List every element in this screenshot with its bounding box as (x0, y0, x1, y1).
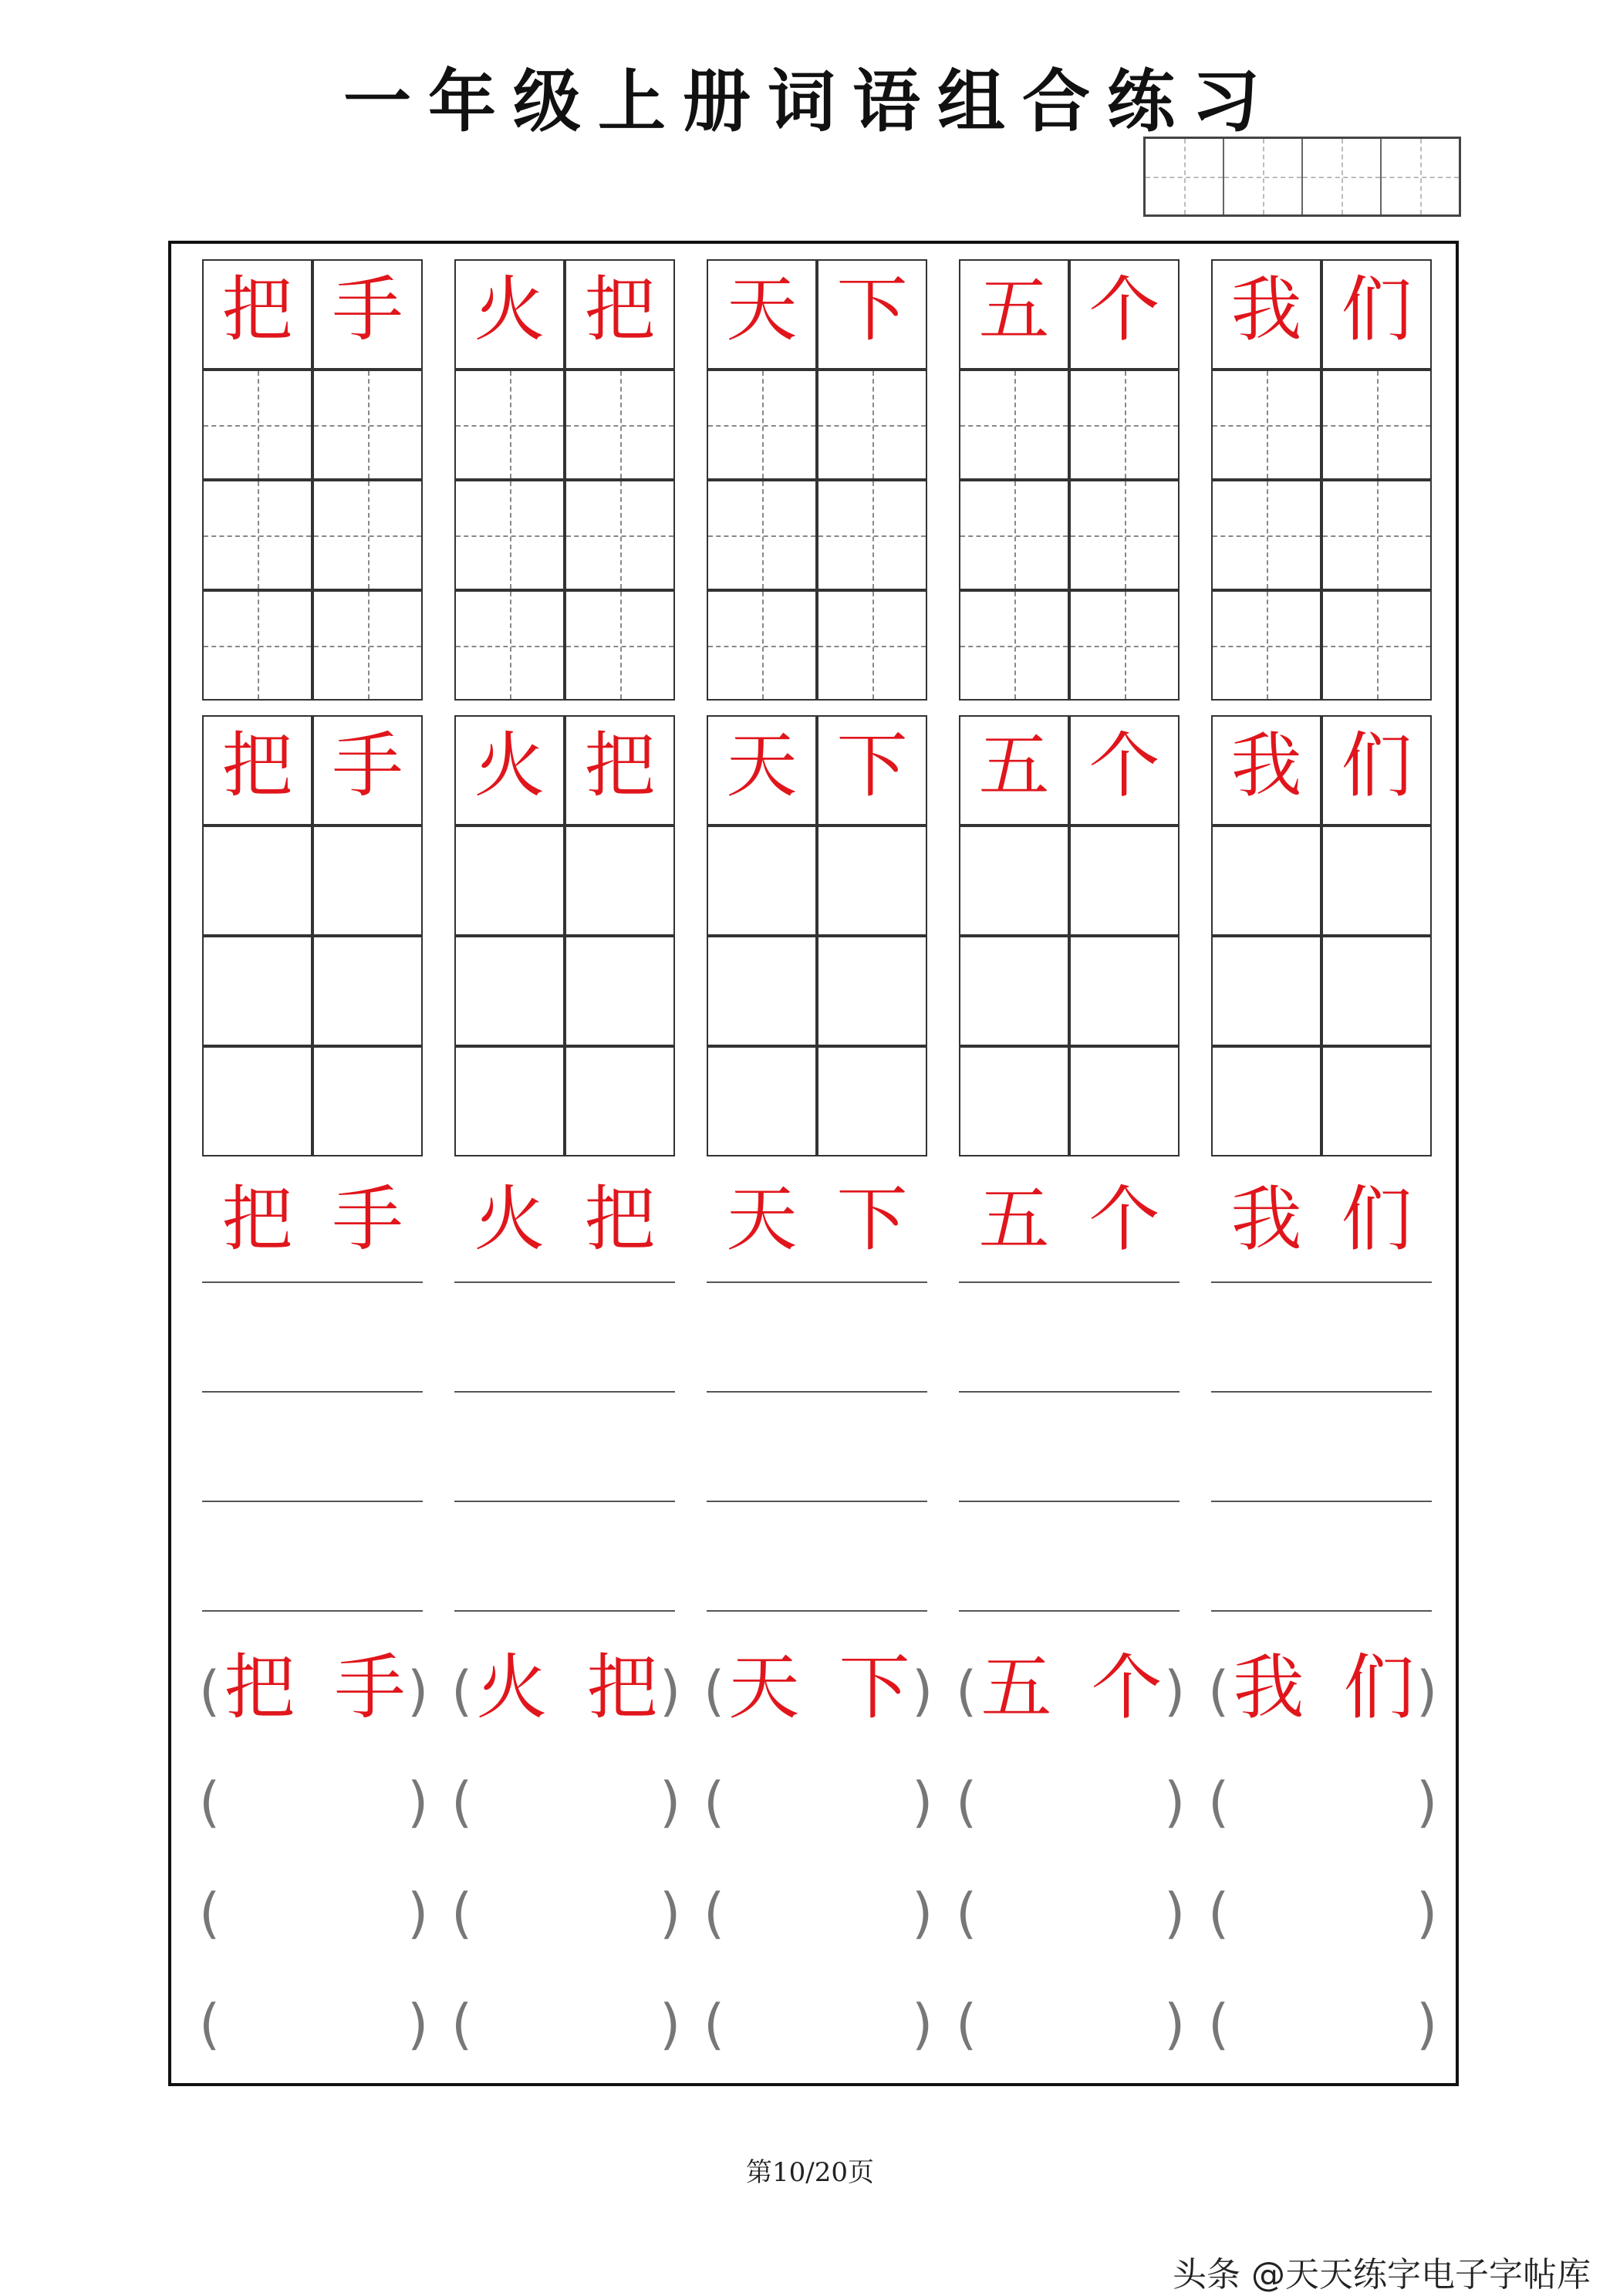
close-bracket: ) (912, 1771, 933, 1834)
grid-cell (565, 1046, 675, 1156)
model-character: 把 (224, 1646, 295, 1729)
close-bracket: ) (407, 1882, 429, 1945)
model-character: 火 (474, 268, 545, 351)
writing-line (1211, 1281, 1432, 1283)
writing-line (959, 1501, 1180, 1502)
model-character: 下 (839, 1646, 910, 1729)
grid-cell (1321, 590, 1432, 701)
guide-line (1323, 535, 1430, 537)
grid-cell (565, 370, 675, 480)
grid-cell (454, 480, 565, 590)
grid-cell (1069, 1046, 1180, 1156)
model-character: 五 (978, 724, 1050, 807)
open-bracket: ( (451, 1993, 473, 2056)
model-character: 们 (1341, 724, 1412, 807)
name-box (1382, 139, 1459, 214)
name-box (1303, 139, 1382, 214)
writing-line (1211, 1501, 1432, 1502)
grid-cell (707, 370, 817, 480)
grid-cell (707, 936, 817, 1046)
close-bracket: ) (1164, 1771, 1186, 1834)
open-bracket: ( (451, 1660, 473, 1723)
close-bracket: ) (912, 1660, 933, 1723)
writing-line (454, 1501, 675, 1502)
grid-cell (312, 590, 423, 701)
grid-cell (817, 590, 927, 701)
name-box (1146, 139, 1224, 214)
grid-cell (1069, 936, 1180, 1046)
model-character: 个 (1091, 1646, 1163, 1729)
guide-line (1071, 646, 1178, 647)
grid-cell (312, 826, 423, 936)
model-character: 五 (980, 1646, 1052, 1729)
guide-line (708, 535, 815, 537)
open-bracket: ( (1208, 1993, 1230, 2056)
grid-cell (312, 480, 423, 590)
model-character: 们 (1341, 268, 1412, 351)
grid-cell (1211, 936, 1321, 1046)
model-character: 我 (1230, 1178, 1302, 1261)
writing-line (1211, 1391, 1432, 1393)
grid-cell (1321, 370, 1432, 480)
model-character: 个 (1088, 724, 1160, 807)
grid-cell (565, 826, 675, 936)
model-character: 我 (1233, 1646, 1304, 1729)
model-character: 五 (978, 268, 1050, 351)
grid-cell (1321, 480, 1432, 590)
name-writing-boxes (1143, 137, 1461, 217)
model-character: 火 (474, 1178, 545, 1261)
guide-line (456, 646, 563, 647)
close-bracket: ) (1164, 1993, 1186, 2056)
model-character: 个 (1088, 268, 1160, 351)
guide-line (818, 425, 926, 427)
grid-cell (959, 1046, 1069, 1156)
guide-line (204, 425, 311, 427)
grid-cell (1321, 826, 1432, 936)
guide-line (204, 535, 311, 537)
model-character: 把 (221, 1178, 293, 1261)
grid-cell (454, 370, 565, 480)
grid-cell (1069, 590, 1180, 701)
writing-line (202, 1610, 423, 1612)
grid-cell (202, 590, 312, 701)
grid-cell (1069, 826, 1180, 936)
writing-line (202, 1501, 423, 1502)
writing-line (707, 1610, 927, 1612)
grid-cell (1211, 480, 1321, 590)
model-character: 把 (584, 724, 656, 807)
model-character: 天 (726, 724, 798, 807)
writing-line (707, 1281, 927, 1283)
guide-line (960, 535, 1068, 537)
model-character: 们 (1341, 1178, 1412, 1261)
writing-line (707, 1391, 927, 1393)
close-bracket: ) (407, 1993, 429, 2056)
writing-line (959, 1281, 1180, 1283)
grid-cell (959, 370, 1069, 480)
model-character: 下 (836, 1178, 908, 1261)
grid-cell (454, 1046, 565, 1156)
name-box (1224, 139, 1303, 214)
grid-cell (202, 370, 312, 480)
grid-cell (565, 480, 675, 590)
close-bracket: ) (1416, 1882, 1438, 1945)
guide-line (1071, 425, 1178, 427)
page-number: 第10/20页 (746, 2157, 874, 2188)
grid-cell (707, 1046, 817, 1156)
grid-cell (454, 936, 565, 1046)
close-bracket: ) (660, 1882, 681, 1945)
writing-line (707, 1501, 927, 1502)
guide-line (1213, 425, 1320, 427)
guide-line (960, 646, 1068, 647)
guide-line (314, 425, 421, 427)
guide-line (1323, 425, 1430, 427)
grid-cell (565, 590, 675, 701)
close-bracket: ) (1416, 1993, 1438, 2056)
model-character: 我 (1230, 268, 1302, 351)
guide-line (204, 646, 311, 647)
model-character: 手 (332, 724, 403, 807)
open-bracket: ( (451, 1882, 473, 1945)
grid-cell (817, 826, 927, 936)
guide-line (818, 535, 926, 537)
grid-cell (202, 1046, 312, 1156)
model-character: 天 (728, 1646, 800, 1729)
model-character: 天 (726, 268, 798, 351)
open-bracket: ( (704, 1993, 725, 2056)
grid-cell (817, 480, 927, 590)
close-bracket: ) (660, 1993, 681, 2056)
grid-cell (959, 480, 1069, 590)
model-character: 我 (1230, 724, 1302, 807)
grid-cell (707, 590, 817, 701)
model-character: 手 (332, 1178, 403, 1261)
grid-cell (202, 480, 312, 590)
grid-cell (1069, 370, 1180, 480)
grid-cell (454, 590, 565, 701)
guide-line (818, 646, 926, 647)
source-watermark: 头条 @天天练字电子字帖库 (1173, 2255, 1591, 2294)
model-character: 把 (221, 268, 293, 351)
open-bracket: ( (1208, 1882, 1230, 1945)
open-bracket: ( (199, 1660, 221, 1723)
grid-cell (817, 936, 927, 1046)
guide-line (566, 535, 673, 537)
guide-line (708, 425, 815, 427)
open-bracket: ( (956, 1660, 977, 1723)
guide-line (1213, 646, 1320, 647)
close-bracket: ) (407, 1771, 429, 1834)
writing-line (202, 1391, 423, 1393)
grid-cell (817, 370, 927, 480)
close-bracket: ) (912, 1993, 933, 2056)
grid-cell (1321, 1046, 1432, 1156)
grid-cell (1211, 1046, 1321, 1156)
model-character: 火 (476, 1646, 548, 1729)
guide-line (960, 425, 1068, 427)
close-bracket: ) (1416, 1771, 1438, 1834)
grid-cell (707, 826, 817, 936)
grid-cell (707, 480, 817, 590)
model-character: 下 (836, 268, 908, 351)
close-bracket: ) (1164, 1660, 1186, 1723)
open-bracket: ( (199, 1882, 221, 1945)
close-bracket: ) (1164, 1882, 1186, 1945)
writing-line (959, 1391, 1180, 1393)
guide-line (708, 646, 815, 647)
close-bracket: ) (407, 1660, 429, 1723)
grid-cell (1211, 370, 1321, 480)
guide-line (456, 425, 563, 427)
grid-cell (312, 936, 423, 1046)
grid-cell (1211, 826, 1321, 936)
model-character: 把 (584, 268, 656, 351)
grid-cell (202, 936, 312, 1046)
grid-cell (1321, 936, 1432, 1046)
grid-cell (959, 590, 1069, 701)
guide-line (1213, 535, 1320, 537)
close-bracket: ) (912, 1882, 933, 1945)
model-character: 火 (474, 724, 545, 807)
guide-line (1323, 646, 1430, 647)
grid-cell (959, 936, 1069, 1046)
model-character: 五 (978, 1178, 1050, 1261)
open-bracket: ( (956, 1882, 977, 1945)
open-bracket: ( (956, 1993, 977, 2056)
close-bracket: ) (660, 1660, 681, 1723)
open-bracket: ( (451, 1771, 473, 1834)
guide-line (566, 646, 673, 647)
writing-line (1211, 1610, 1432, 1612)
model-character: 天 (726, 1178, 798, 1261)
guide-line (314, 535, 421, 537)
writing-line (454, 1391, 675, 1393)
grid-cell (1069, 480, 1180, 590)
open-bracket: ( (704, 1660, 725, 1723)
guide-line (566, 425, 673, 427)
writing-line (959, 1610, 1180, 1612)
open-bracket: ( (199, 1993, 221, 2056)
grid-cell (312, 370, 423, 480)
open-bracket: ( (1208, 1771, 1230, 1834)
close-bracket: ) (660, 1771, 681, 1834)
open-bracket: ( (956, 1771, 977, 1834)
writing-line (202, 1281, 423, 1283)
grid-cell (312, 1046, 423, 1156)
open-bracket: ( (199, 1771, 221, 1834)
writing-line (454, 1610, 675, 1612)
open-bracket: ( (1208, 1660, 1230, 1723)
page-title: 一年级上册词语组合练习 (343, 61, 1277, 141)
grid-cell (959, 826, 1069, 936)
model-character: 下 (836, 724, 908, 807)
model-character: 手 (334, 1646, 406, 1729)
model-character: 把 (221, 724, 293, 807)
grid-cell (565, 936, 675, 1046)
grid-cell (202, 826, 312, 936)
model-character: 手 (332, 268, 403, 351)
guide-line (314, 646, 421, 647)
model-character: 把 (584, 1178, 656, 1261)
model-character: 把 (586, 1646, 658, 1729)
grid-cell (1211, 590, 1321, 701)
writing-line (454, 1281, 675, 1283)
open-bracket: ( (704, 1771, 725, 1834)
model-character: 个 (1088, 1178, 1160, 1261)
guide-line (1071, 535, 1178, 537)
close-bracket: ) (1416, 1660, 1438, 1723)
grid-cell (817, 1046, 927, 1156)
open-bracket: ( (704, 1882, 725, 1945)
guide-line (456, 535, 563, 537)
model-character: 们 (1343, 1646, 1415, 1729)
grid-cell (454, 826, 565, 936)
